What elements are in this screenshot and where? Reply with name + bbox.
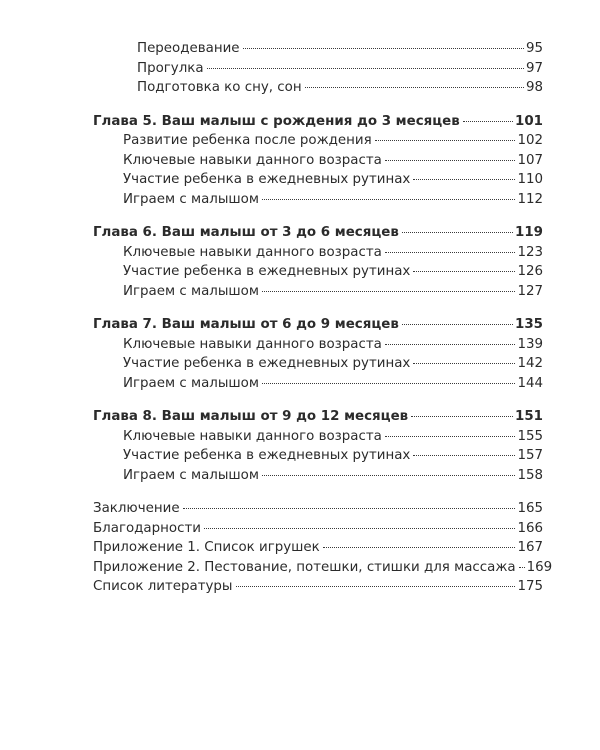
dot-leader	[463, 121, 513, 122]
dot-leader	[262, 291, 515, 292]
toc-entry-page: 165	[517, 501, 543, 516]
dot-leader	[413, 363, 515, 364]
toc-entry-page: 139	[517, 336, 543, 352]
toc-entry[interactable]	[93, 446, 543, 466]
toc-entry[interactable]	[93, 243, 543, 263]
toc-entry[interactable]	[93, 59, 543, 79]
toc-entry-acknowledgements[interactable]	[93, 519, 543, 539]
toc-chapter-page: 119	[515, 225, 543, 240]
toc-chapter-title: Глава 7. Ваш малыш от 6 до 9 месяцев	[93, 317, 399, 332]
toc-chapter-title: Глава 5. Ваш малыш с рождения до 3 месяцев	[93, 113, 460, 129]
toc-entry-appendix-2[interactable]	[93, 558, 553, 578]
toc-entry[interactable]	[93, 151, 543, 171]
toc-entry-title: Прогулка	[137, 60, 204, 76]
toc-entry-page: 142	[517, 356, 543, 371]
dot-leader	[236, 586, 516, 587]
toc-entry[interactable]	[93, 282, 543, 302]
toc-entry-page: 107	[517, 152, 543, 168]
toc-entry-title: Играем с малышом	[123, 467, 259, 483]
dot-leader	[402, 324, 513, 325]
dot-leader	[413, 455, 515, 456]
toc-chapter-page: 151	[515, 409, 543, 424]
dot-leader	[262, 475, 515, 476]
dot-leader	[385, 160, 516, 161]
toc-entry-page: 169	[526, 559, 553, 575]
toc-entry-references[interactable]	[93, 577, 543, 597]
dot-leader	[207, 68, 524, 69]
toc-entry[interactable]	[93, 374, 543, 394]
toc-entry-title: Заключение	[93, 501, 180, 516]
toc-entry-page: 155	[517, 428, 543, 444]
toc-entry-page: 112	[517, 191, 543, 207]
dot-leader	[385, 252, 516, 253]
toc-entry-title: Переодевание	[137, 41, 240, 56]
toc-entry[interactable]	[93, 262, 543, 282]
toc-entry[interactable]	[93, 131, 543, 151]
toc-entry-title: Приложение 2. Пестование, потешки, стишки для массажа	[93, 559, 516, 575]
toc-entry[interactable]	[93, 427, 543, 447]
toc-entry-title: Участие ребенка в ежедневных рутинах	[123, 356, 411, 371]
toc-entry-title: Ключевые навыки данного возраста	[123, 244, 382, 260]
dot-leader	[262, 383, 515, 384]
dot-leader	[262, 199, 515, 200]
dot-leader	[243, 48, 524, 49]
toc-chapter-6[interactable]	[93, 223, 543, 243]
toc-entry-page: 127	[517, 283, 543, 299]
toc-entry-page: 167	[517, 540, 543, 555]
toc-entry[interactable]	[93, 78, 543, 98]
toc-entry-title: Ключевые навыки данного возраста	[123, 428, 382, 444]
toc-entry-title: Участие ребенка в ежедневных рутинах	[123, 448, 411, 463]
toc-entry-page: 95	[525, 41, 543, 56]
toc-entry-page: 98	[525, 80, 543, 95]
toc-entry-title: Развитие ребенка после рождения	[123, 133, 372, 148]
toc-entry[interactable]	[93, 335, 543, 355]
toc-entry-conclusion[interactable]	[93, 499, 543, 519]
dot-leader	[413, 179, 515, 180]
toc-entry-title: Подготовка ко сну, сон	[137, 80, 302, 95]
toc-entry-page: 175	[517, 579, 543, 594]
toc-entry[interactable]	[93, 466, 543, 486]
toc-chapter-page: 101	[515, 113, 543, 129]
toc-chapter-page: 135	[515, 317, 543, 332]
dot-leader	[519, 567, 525, 568]
toc-entry-title: Ключевые навыки данного возраста	[123, 152, 382, 168]
toc-entry-title: Играем с малышом	[123, 283, 259, 299]
toc-chapter-title: Глава 6. Ваш малыш от 3 до 6 месяцев	[93, 225, 399, 240]
toc-entry[interactable]	[93, 39, 543, 59]
toc-entry-page: 97	[525, 60, 543, 76]
toc-entry-title: Участие ребенка в ежедневных рутинах	[123, 264, 411, 279]
toc-entry-appendix-1[interactable]	[93, 538, 543, 558]
toc-entry-page: 157	[517, 448, 543, 463]
toc-entry-page: 102	[517, 133, 543, 148]
toc-entry-page: 166	[517, 520, 543, 536]
toc-chapter-7[interactable]	[93, 315, 543, 335]
toc-entry-title: Список литературы	[93, 579, 233, 594]
toc-chapter-5[interactable]	[93, 112, 543, 132]
dot-leader	[411, 416, 513, 417]
dot-leader	[402, 232, 513, 233]
toc-entry-title: Играем с малышом	[123, 375, 259, 391]
dot-leader	[385, 436, 516, 437]
toc-entry[interactable]	[93, 190, 543, 210]
dot-leader	[413, 271, 515, 272]
toc-entry[interactable]	[93, 354, 543, 374]
toc-chapter-title: Глава 8. Ваш малыш от 9 до 12 месяцев	[93, 409, 409, 424]
toc-entry-title: Ключевые навыки данного возраста	[123, 336, 382, 352]
toc-entry-page: 123	[517, 244, 543, 260]
toc-entry-page: 158	[517, 467, 543, 483]
table-of-contents	[93, 39, 553, 597]
dot-leader	[204, 528, 515, 529]
toc-entry-title: Играем с малышом	[123, 191, 259, 207]
dot-leader	[375, 140, 516, 141]
dot-leader	[183, 508, 516, 509]
toc-entry-page: 110	[517, 172, 543, 187]
toc-entry-page: 126	[517, 264, 543, 279]
dot-leader	[305, 87, 524, 88]
toc-entry-title: Участие ребенка в ежедневных рутинах	[123, 172, 411, 187]
toc-chapter-8[interactable]	[93, 407, 543, 427]
dot-leader	[323, 547, 516, 548]
dot-leader	[385, 344, 516, 345]
toc-entry[interactable]	[93, 170, 543, 190]
toc-entry-page: 144	[517, 375, 543, 391]
toc-entry-title: Приложение 1. Список игрушек	[93, 540, 320, 555]
toc-entry-title: Благодарности	[93, 520, 201, 536]
